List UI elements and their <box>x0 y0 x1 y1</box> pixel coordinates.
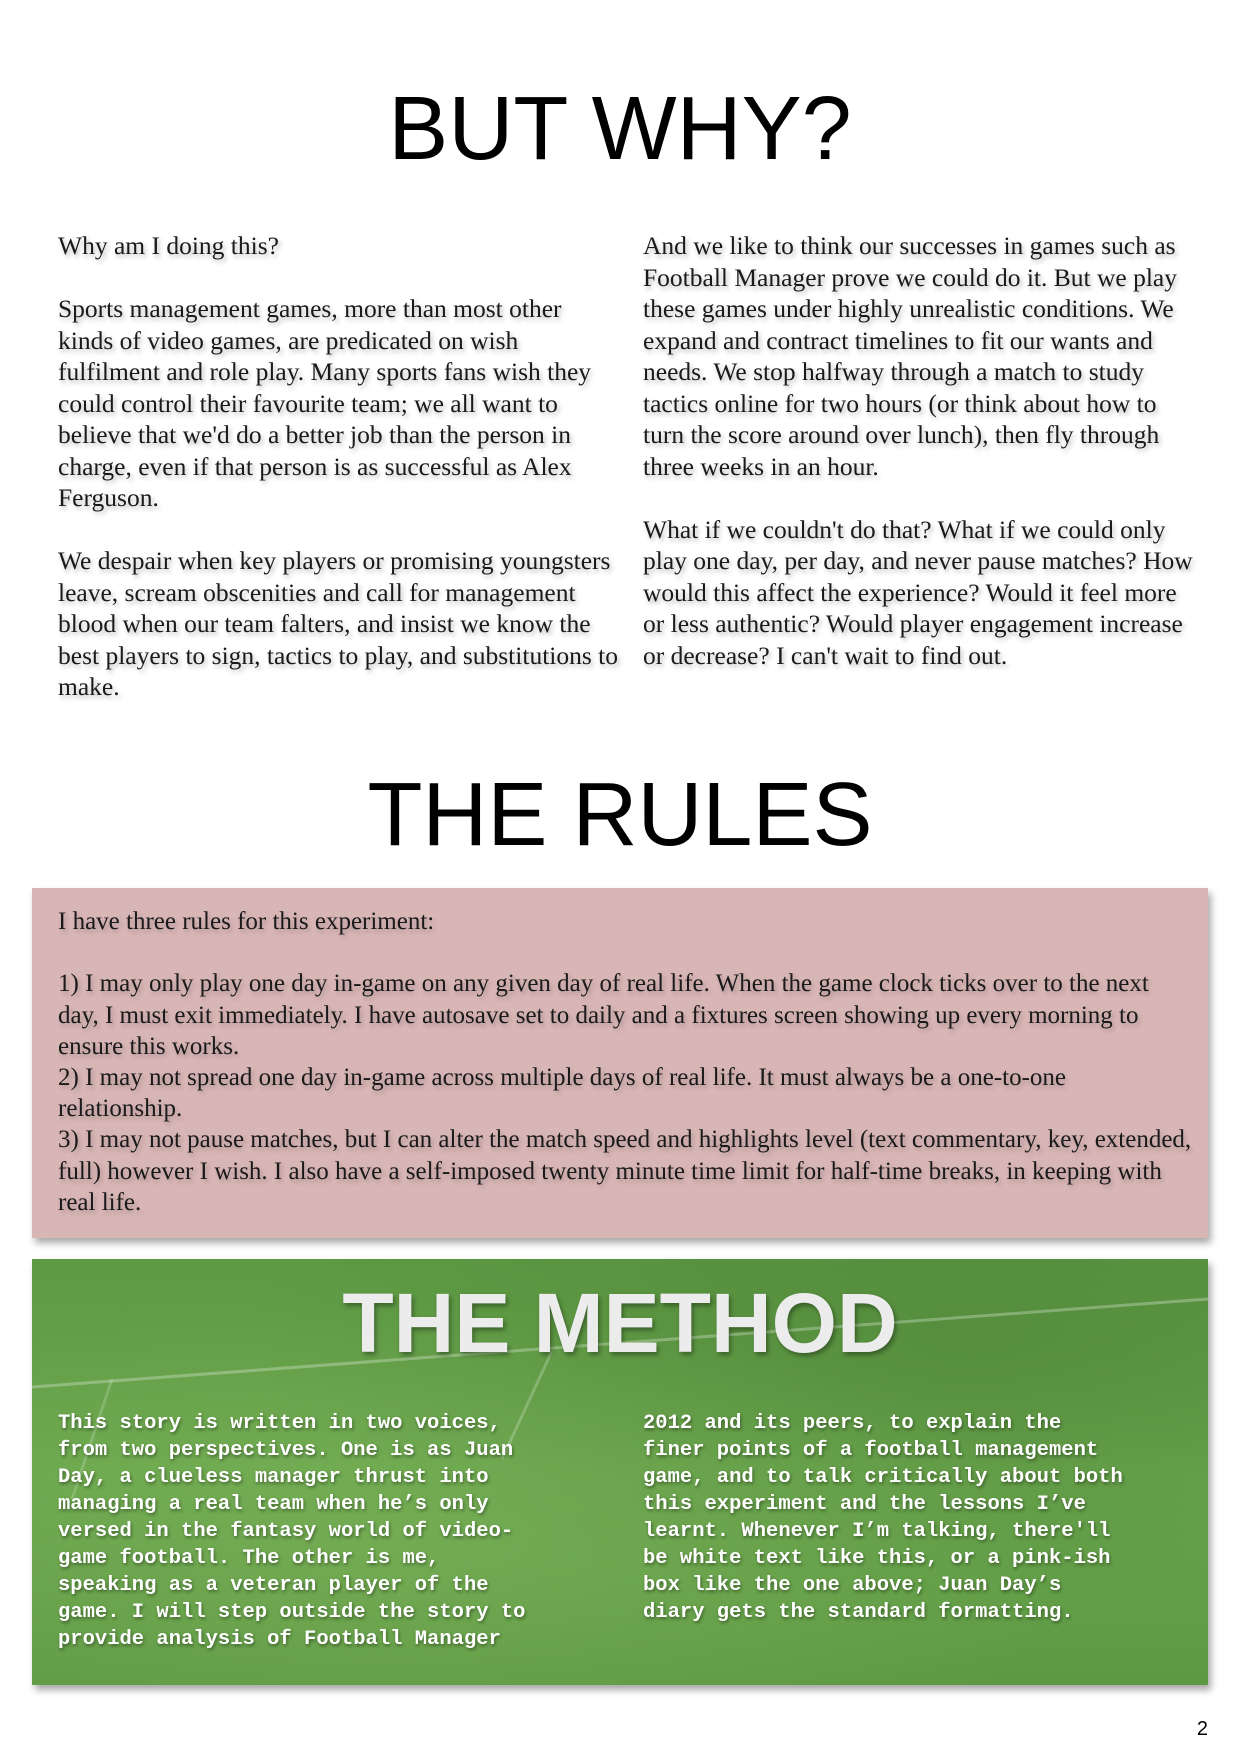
method-right-column: 2012 and its peers, to explain the finer points of a football management game, and to talk critically about both this experiment and the lessons I’ve learnt. Whenever I’m talking, there'll be white text like this, or a pink-ish box like the one above; Juan Day’s diary gets the standard formatting. <box>643 1412 1123 1624</box>
rules-heading: THE RULES <box>367 765 873 865</box>
page-number: 2 <box>1196 1718 1208 1740</box>
why-paragraph: What if we couldn't do that? What if we could only play one day, per day, and never pause matches? How would this affect the experience? Would it feel more or less authentic? Would player engagement increase or decrease? I can't wait to find out. <box>643 514 1193 670</box>
rules-text <box>58 906 1193 1218</box>
rule-item: 2) I may not spread one day in-game across multiple days of real life. It must always be a one-to-one relationship. <box>58 1064 1067 1123</box>
why-paragraph: Sports management games, more than most other kinds of video games, are predicated on wish fulfilment and role play. Many sports fans wish they could control their favourite team; we all want to believe that we'd do a better job than the person in charge, even if that person is as successful as Alex Ferguson. <box>58 294 592 512</box>
why-right-column <box>643 230 1203 671</box>
why-paragraph: And we like to think our successes in games such as Football Manager prove we could do it. But we play these games under highly unrealistic conditions. We expand and contract timelines to fit our wants and needs. We stop halfway through a match to study tactics online for two hours (or think about how to turn the score around over lunch), then fly through three weeks in an hour. <box>643 231 1177 481</box>
why-paragraph: Why am I doing this? <box>58 231 279 260</box>
method-left-column: This story is written in two voices, from two perspectives. One is as Juan Day, a clueless manager thrust into managing a real team when he’s only versed in the fantasy world of video- game football. The other is me, speaking as a veteran player of the game. I will step outside the story to provide analysis of Football Manager <box>58 1412 526 1651</box>
rules-box <box>32 888 1208 1238</box>
rule-item: 3) I may not pause matches, but I can alter the match speed and highlights level (text commentary, key, extended, full) however I wish. I also have a self-imposed twenty minute time limit for half-time breaks, in keeping with real life. <box>58 1126 1192 1216</box>
why-left-column <box>58 230 618 703</box>
why-paragraph: We despair when key players or promising youngsters leave, scream obscenities and call for management blood when our team falters, and insist we know the best players to sign, tactics to play, and substitutions to make. <box>58 546 618 701</box>
why-heading: BUT WHY? <box>388 79 852 179</box>
method-box <box>32 1259 1208 1685</box>
rules-intro: I have three rules for this experiment: <box>58 908 435 935</box>
method-heading: THE METHOD <box>342 1276 898 1370</box>
rule-item: 1) I may only play one day in-game on any given day of real life. When the game clock ticks over to the next day, I must exit immediately. I have autosave set to daily and a fixtures screen showing up every morning to ensure this works. <box>58 970 1149 1060</box>
